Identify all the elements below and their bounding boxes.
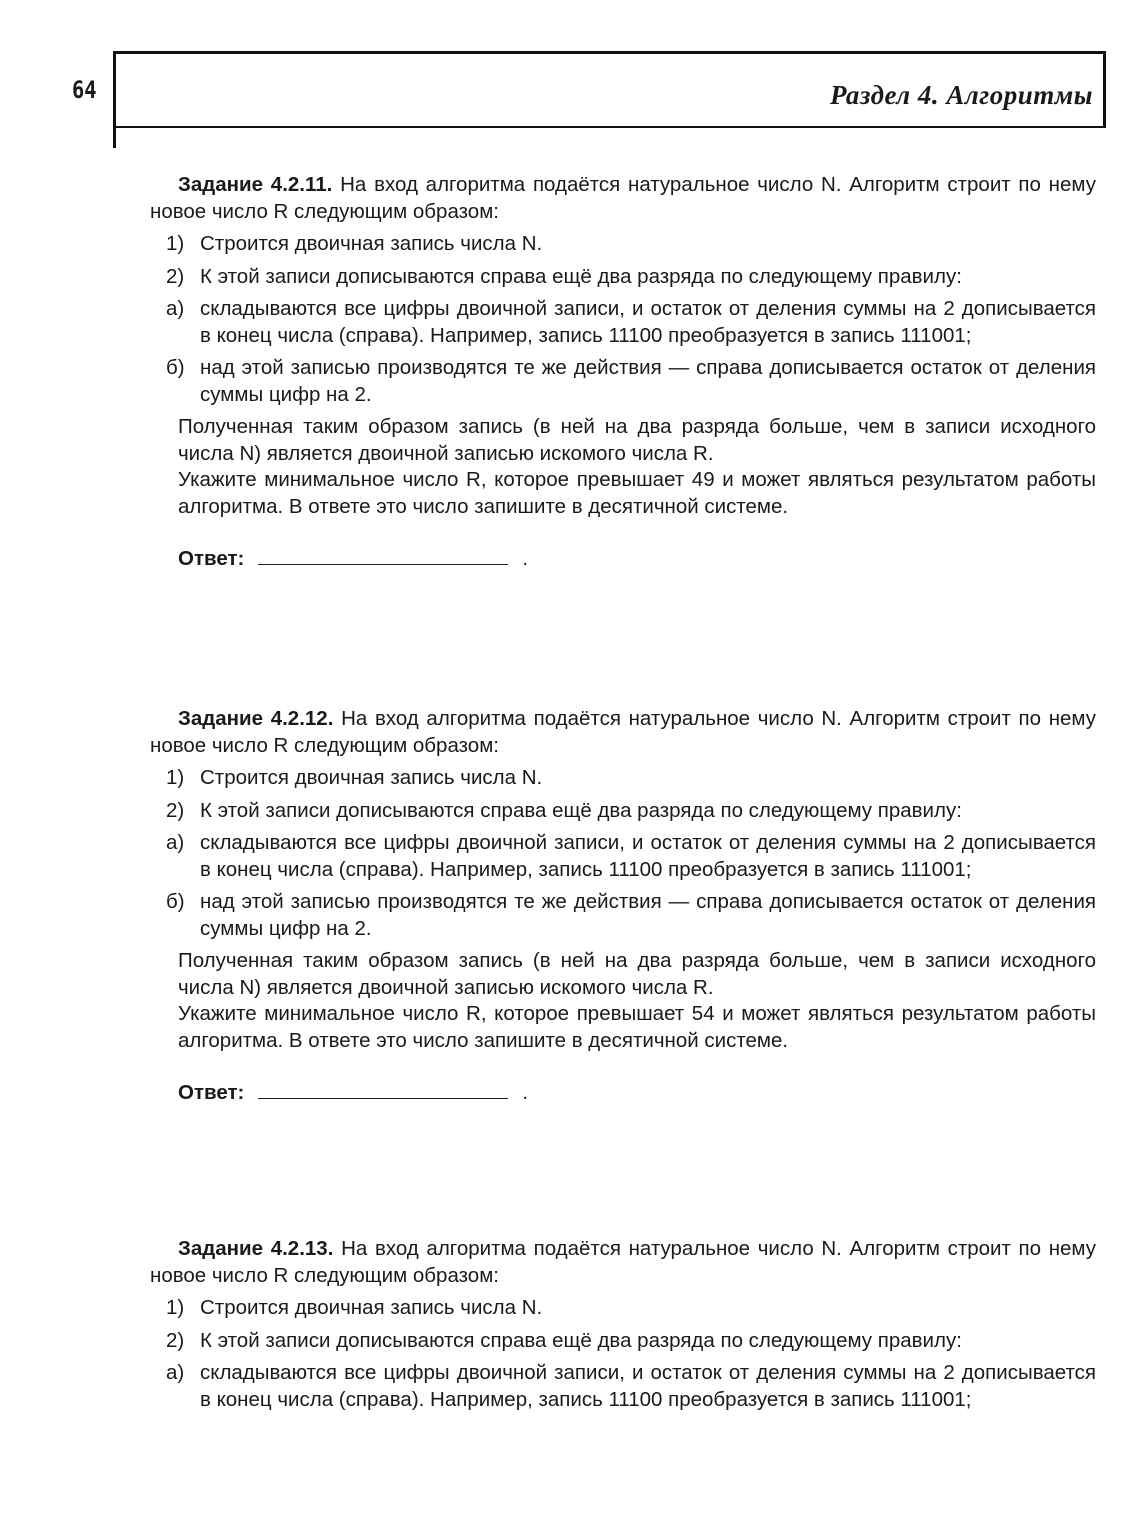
list-item-text: К этой записи дописываются справа ещё два разряда по следующему правилу:: [200, 1328, 962, 1352]
answer-label: Ответ:: [178, 1081, 245, 1104]
list-item-text: складываются все цифры двоичной записи, и остаток от деления суммы на 2 дописывается в конец числа (справа). Например, запись 11100 преобразуется в запись 111001;: [200, 1361, 1096, 1411]
task-intro-text: На вход алгоритма подаётся натуральное число N. Алгоритм строит по нему новое число R следующим образом:: [150, 707, 1096, 757]
list-item-text: Строится двоичная запись числа N.: [200, 1296, 543, 1319]
task-label: Задание 4.2.11.: [178, 173, 333, 196]
section-header: [113, 51, 1106, 128]
task-4-2-12: [150, 706, 1096, 1107]
list-item: [150, 765, 1096, 792]
list-item-text: складываются все цифры двоичной записи, и остаток от деления суммы на 2 дописывается в конец числа (справа). Например, запись 11100 преобразуется в запись 111001;: [200, 831, 1096, 881]
task-4-2-11: [150, 172, 1096, 573]
list-marker: 1): [166, 766, 185, 789]
task-4-2-13: [150, 1236, 1096, 1413]
list-item: [150, 231, 1096, 258]
list-item-text: Строится двоичная запись числа N.: [200, 766, 543, 789]
list-item-text: над этой записью производятся те же действия — справа дописывается остаток от деления суммы цифр на 2.: [200, 356, 1096, 406]
task-paragraph: Укажите минимальное число R, которое превышает 49 и может являться результатом работы алгоритма. В ответе это число запишите в десятичной системе.: [178, 468, 1096, 518]
list-marker: 2): [166, 798, 185, 822]
task-intro: [150, 706, 1096, 759]
list-item: [150, 1328, 1096, 1355]
list-marker: 2): [166, 1328, 185, 1352]
answer-blank[interactable]: [258, 542, 508, 565]
task-intro: [150, 1236, 1096, 1289]
list-item: [150, 1295, 1096, 1322]
list-item-text: складываются все цифры двоичной записи, и остаток от деления суммы на 2 дописывается в конец числа (справа). Например, запись 11100 преобразуется в запись 111001;: [200, 297, 1096, 347]
list-marker: 1): [166, 1296, 185, 1319]
list-item-text: К этой записи дописываются справа ещё два разряда по следующему правилу:: [200, 264, 962, 288]
list-item: [150, 355, 1096, 408]
list-item: [150, 1360, 1096, 1413]
task-intro-text: На вход алгоритма подаётся натуральное число N. Алгоритм строит по нему новое число R следующим образом:: [150, 173, 1096, 223]
list-marker: а): [166, 831, 185, 854]
task-label: Задание 4.2.12.: [178, 707, 334, 730]
list-item: [150, 889, 1096, 942]
list-item: [150, 296, 1096, 349]
task-paragraph: Полученная таким образом запись (в ней на два разряда больше, чем в записи исходного числа N) является двоичной записью искомого числа R.: [178, 949, 1096, 999]
task-intro-text: На вход алгоритма подаётся натуральное число N. Алгоритм строит по нему новое число R следующим образом:: [150, 1237, 1096, 1287]
list-marker: а): [166, 297, 185, 320]
list-marker: б): [166, 356, 185, 379]
answer-row: [150, 542, 1096, 573]
task-paragraph: Укажите минимальное число R, которое превышает 54 и может являться результатом работы алгоритма. В ответе это число запишите в десятичной системе.: [178, 1002, 1096, 1052]
list-item-text: Строится двоичная запись числа N.: [200, 232, 543, 255]
section-title: Раздел 4. Алгоритмы: [829, 80, 1093, 110]
answer-dot: .: [522, 1081, 529, 1104]
list-marker: 2): [166, 264, 185, 288]
task-label: Задание 4.2.13.: [178, 1237, 334, 1260]
list-item: [150, 830, 1096, 883]
answer-dot: .: [522, 547, 529, 570]
list-marker: 1): [166, 232, 185, 255]
list-item-text: К этой записи дописываются справа ещё два разряда по следующему правилу:: [200, 798, 962, 822]
list-marker: а): [166, 1361, 185, 1384]
answer-blank[interactable]: [258, 1076, 508, 1099]
answer-row: [150, 1076, 1096, 1107]
list-item: [150, 798, 1096, 825]
page-number: 64: [72, 76, 97, 104]
answer-label: Ответ:: [178, 547, 245, 570]
task-paragraph: Полученная таким образом запись (в ней на два разряда больше, чем в записи исходного числа N) является двоичной записью искомого числа R.: [178, 415, 1096, 465]
list-item-text: над этой записью производятся те же действия — справа дописывается остаток от деления суммы цифр на 2.: [200, 890, 1096, 940]
list-marker: б): [166, 890, 185, 913]
list-item: [150, 264, 1096, 291]
task-intro: [150, 172, 1096, 225]
